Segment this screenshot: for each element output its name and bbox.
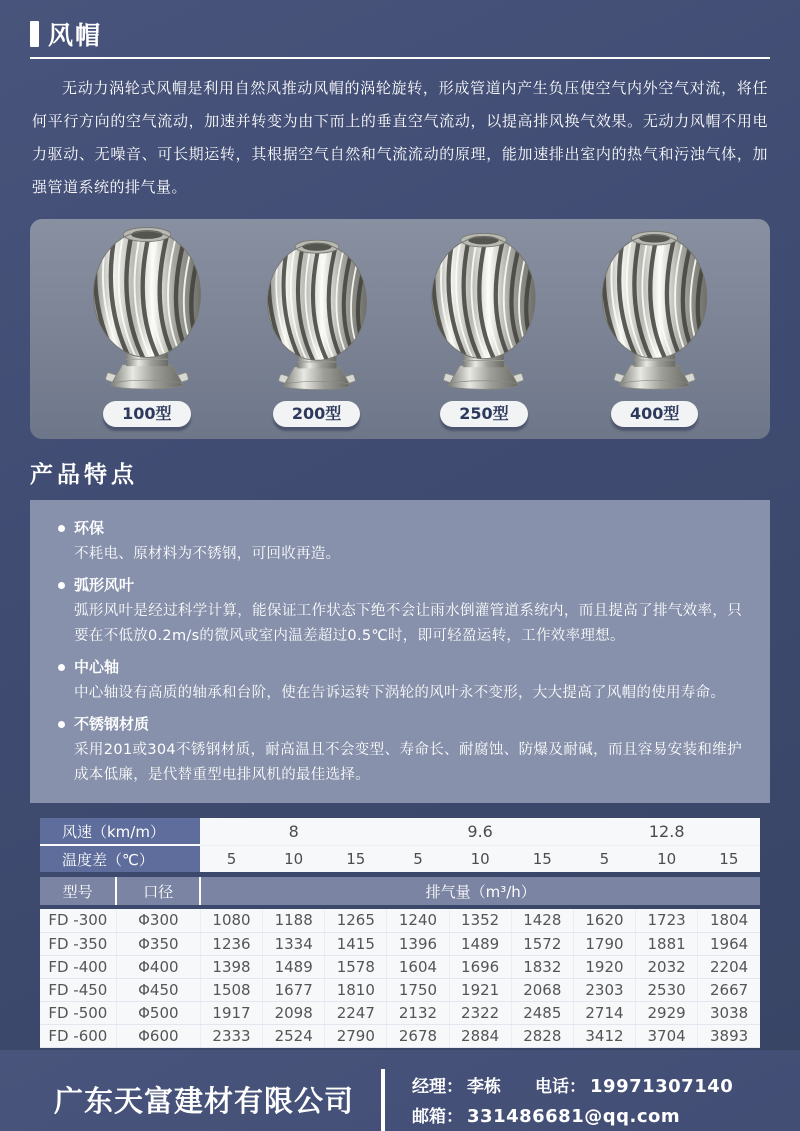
feature-item <box>58 711 742 788</box>
footer <box>30 1069 770 1131</box>
value-cell: 1677 <box>263 978 325 1001</box>
wind-speed-value: 9.6 <box>387 818 573 845</box>
phone-number: 19971307140 <box>590 1076 734 1097</box>
value-cell: 2303 <box>573 978 635 1001</box>
manager-label: 经理： <box>412 1077 464 1097</box>
table-row <box>40 1024 760 1047</box>
diameter-cell: Φ600 <box>116 1024 200 1047</box>
title-bar-mark <box>30 21 39 47</box>
model-cell: FD -600 <box>40 1024 116 1047</box>
contact-block <box>412 1072 733 1127</box>
temp-diff-value: 15 <box>325 845 387 872</box>
value-cell: 1723 <box>636 909 698 932</box>
temp-diff-value: 10 <box>263 845 325 872</box>
manager-name: 李栋 <box>467 1077 502 1097</box>
product-model-badge: 250型 <box>440 401 527 427</box>
product-model-badge: 200型 <box>273 401 360 427</box>
diameter-cell: Φ500 <box>116 1001 200 1024</box>
value-cell: 2132 <box>387 1001 449 1024</box>
model-cell: FD -300 <box>40 909 116 932</box>
product-model-badge: 400型 <box>611 401 698 427</box>
value-cell: 2667 <box>698 978 760 1001</box>
model-cell: FD -500 <box>40 1001 116 1024</box>
value-cell: 2884 <box>449 1024 511 1047</box>
value-cell: 1750 <box>387 978 449 1001</box>
page-header <box>30 18 770 50</box>
wind-speed-value: 8 <box>200 818 386 845</box>
temp-diff-row <box>40 845 760 872</box>
email-address: 331486681@qq.com <box>467 1106 681 1127</box>
subheader-row <box>40 877 760 905</box>
value-cell: 2530 <box>636 978 698 1001</box>
feature-description: 弧形风叶是经过科学计算，能保证工作状态下绝不会让雨水倒灌管道系统内，而且提高了排气效率，只要在不低放0.2m/s的微风或室内温差超过0.5℃时，即可轻盈运转，工作效率理想。 <box>74 603 742 644</box>
bullet-icon <box>58 721 65 728</box>
value-cell: 1489 <box>449 932 511 955</box>
value-cell: 2790 <box>325 1024 387 1047</box>
footer-divider <box>381 1069 385 1131</box>
header-divider <box>30 57 770 59</box>
product-200 <box>256 237 378 427</box>
value-cell: 2098 <box>263 1001 325 1024</box>
wind-speed-label: 风速（km/m） <box>40 818 200 845</box>
table-row <box>40 1001 760 1024</box>
diameter-cell: Φ300 <box>116 909 200 932</box>
value-cell: 1188 <box>263 909 325 932</box>
value-cell: 2524 <box>263 1024 325 1047</box>
value-cell: 1804 <box>698 909 760 932</box>
phone-label: 电话： <box>535 1077 587 1097</box>
value-cell: 2678 <box>387 1024 449 1047</box>
value-cell: 1508 <box>200 978 262 1001</box>
feature-description: 采用201或304不锈钢材质，耐高温且不会变型、寿命长、耐腐蚀、防爆及耐碱，而且容易安装和维护成本低廉，是代替重型电排风机的最佳选择。 <box>74 742 742 783</box>
value-cell: 2068 <box>511 978 573 1001</box>
value-cell: 1790 <box>573 932 635 955</box>
value-cell: 1832 <box>511 955 573 978</box>
table-row <box>40 909 760 932</box>
diameter-cell: Φ400 <box>116 955 200 978</box>
value-cell: 3412 <box>573 1024 635 1047</box>
feature-name: 不锈钢材质 <box>74 715 150 733</box>
feature-description: 中心轴设有高质的轴承和台阶，使在告诉运转下涡轮的风叶永不变形，大大提高了风帽的使用寿命。 <box>74 685 726 701</box>
value-cell: 2032 <box>636 955 698 978</box>
temp-diff-value: 5 <box>200 845 262 872</box>
model-header: 型号 <box>40 877 116 905</box>
value-cell: 1620 <box>573 909 635 932</box>
value-cell: 2247 <box>325 1001 387 1024</box>
value-cell: 1265 <box>325 909 387 932</box>
company-name: 广东天富建材有限公司 <box>54 1084 355 1118</box>
value-cell: 1810 <box>325 978 387 1001</box>
product-400 <box>590 228 719 427</box>
value-cell: 1917 <box>200 1001 262 1024</box>
spec-table <box>40 818 760 1048</box>
model-cell: FD -350 <box>40 932 116 955</box>
temp-diff-value: 10 <box>636 845 698 872</box>
value-cell: 2333 <box>200 1024 262 1047</box>
diameter-cell: Φ350 <box>116 932 200 955</box>
temp-diff-value: 15 <box>511 845 573 872</box>
turbine-ventilator-image <box>590 228 719 396</box>
intro-paragraph: 无动力涡轮式风帽是利用自然风推动风帽的涡轮旋转，形成管道内产生负压使空气内外空气对流，将任何平行方向的空气流动，加速并转变为由下而上的垂直空气流动，以提高排风换气效果。无动力风帽不用电力驱动、无噪音、可长期运转，其根据空气自然和气流流动的原理，能加速排出室内的热气和污浊气体，加强管道系统的排气量。 <box>32 79 768 196</box>
product-250 <box>420 230 547 427</box>
value-cell: 3893 <box>698 1024 760 1047</box>
value-cell: 2714 <box>573 1001 635 1024</box>
turbine-ventilator-image <box>420 230 547 396</box>
product-100 <box>81 224 213 427</box>
turbine-ventilator-image <box>256 237 378 396</box>
products-panel <box>30 219 770 439</box>
value-cell: 1415 <box>325 932 387 955</box>
feature-description: 不耗电、原材料为不锈钢，可回收再造。 <box>74 546 341 562</box>
turbine-ventilator-image <box>81 224 213 396</box>
diameter-header: 口径 <box>116 877 200 905</box>
features-section-title: 产品特点 <box>30 462 138 488</box>
table-row <box>40 978 760 1001</box>
bullet-icon <box>58 582 65 589</box>
bullet-icon <box>58 664 65 671</box>
diameter-cell: Φ450 <box>116 978 200 1001</box>
value-cell: 1604 <box>387 955 449 978</box>
value-cell: 1920 <box>573 955 635 978</box>
table-row <box>40 932 760 955</box>
product-model-badge: 100型 <box>103 401 190 427</box>
value-cell: 2485 <box>511 1001 573 1024</box>
value-cell: 1334 <box>263 932 325 955</box>
feature-name: 环保 <box>74 519 105 537</box>
value-cell: 1396 <box>387 932 449 955</box>
wind-speed-row <box>40 818 760 845</box>
feature-item <box>58 572 742 649</box>
feature-item <box>58 515 742 567</box>
wind-speed-value: 12.8 <box>573 818 760 845</box>
value-cell: 1881 <box>636 932 698 955</box>
value-cell: 2322 <box>449 1001 511 1024</box>
value-cell: 1921 <box>449 978 511 1001</box>
table-row <box>40 955 760 978</box>
value-cell: 2929 <box>636 1001 698 1024</box>
feature-name: 弧形风叶 <box>74 576 135 594</box>
model-cell: FD -400 <box>40 955 116 978</box>
value-cell: 1964 <box>698 932 760 955</box>
temp-diff-value: 5 <box>573 845 635 872</box>
temp-diff-label: 温度差（℃） <box>40 845 200 872</box>
feature-item <box>58 654 742 706</box>
value-cell: 1489 <box>263 955 325 978</box>
bullet-icon <box>58 525 65 532</box>
value-cell: 1352 <box>449 909 511 932</box>
page-title: 风帽 <box>48 21 103 50</box>
value-cell: 2828 <box>511 1024 573 1047</box>
value-cell: 1428 <box>511 909 573 932</box>
temp-diff-value: 15 <box>698 845 760 872</box>
value-cell: 1572 <box>511 932 573 955</box>
value-cell: 1240 <box>387 909 449 932</box>
value-cell: 2204 <box>698 955 760 978</box>
features-panel <box>30 500 770 803</box>
value-cell: 1696 <box>449 955 511 978</box>
value-cell: 3038 <box>698 1001 760 1024</box>
temp-diff-value: 10 <box>449 845 511 872</box>
email-label: 邮箱： <box>412 1107 464 1127</box>
value-cell: 1578 <box>325 955 387 978</box>
exhaust-header: 排气量（m³/h） <box>200 877 760 905</box>
value-cell: 1236 <box>200 932 262 955</box>
value-cell: 1398 <box>200 955 262 978</box>
value-cell: 1080 <box>200 909 262 932</box>
model-cell: FD -450 <box>40 978 116 1001</box>
temp-diff-value: 5 <box>387 845 449 872</box>
feature-name: 中心轴 <box>74 658 120 676</box>
value-cell: 3704 <box>636 1024 698 1047</box>
